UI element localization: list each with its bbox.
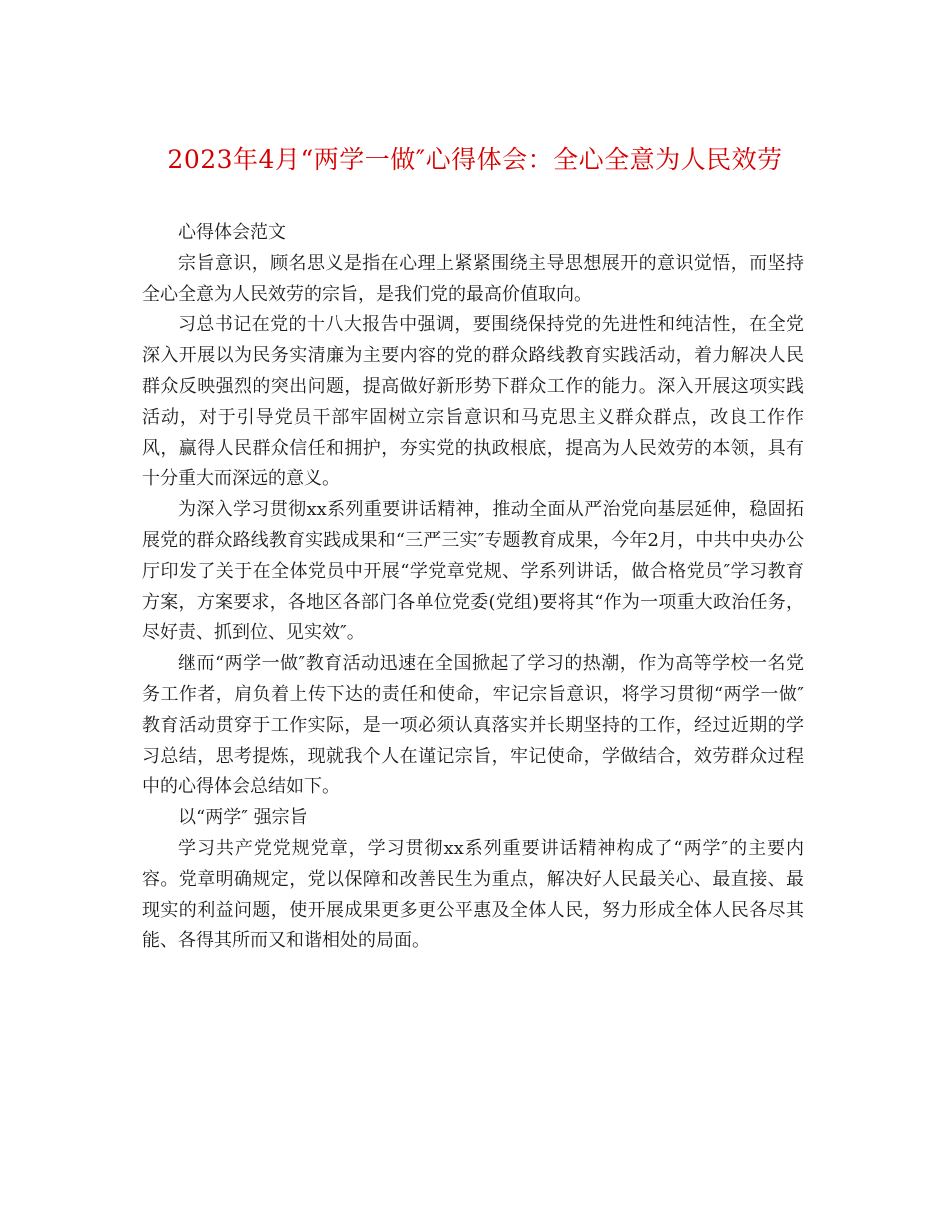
paragraph: 继而“两学一做″教育活动迅速在全国掀起了学习的热潮，作为高等学校一名党务工作者，肩负着上传下达的责任和使命，牢记宗旨意识，将学习贯彻“两学一做″教育活动贯穿于工作实际，是一项必须认真落实并长期坚持的工作，经过近期的学习总结，思考提炼，现就我个人在谨记宗旨，牢记使命，学做结合，效劳群众过程中的心得体会总结如下。 [142,653,804,798]
paragraph: 为深入学习贯彻xx系列重要讲话精神，推动全面从严治党向基层延伸，稳固拓展党的群众路线教育实践成果和“三严三实″专题教育成果，今年2月，中共中央办公厅印发了关于在全体党员中开展“学党章党规、学系列讲话，做合格党员″学习教育方案，方案要求，各地区各部门各单位党委(党组)要将其“作为一项重大政治任务，尽好责、抓到位、见实效″。 [142,499,804,644]
document-body [142,218,804,957]
section-heading: 以“两学″ 强宗旨 [178,807,308,829]
paragraph: 习总书记在党的十八大报告中强调，要围绕保持党的先进性和纯洁性，在全党深入开展以为民务实清廉为主要内容的党的群众路线教育实践活动，着力解决人民群众反映强烈的突出问题，提高做好新形势下群众工作的能力。深入开展这项实践活动，对于引导党员干部牢固树立宗旨意识和马克思主义群众群点，改良工作作风，赢得人民群众信任和拥护，夯实党的执政根底，提高为人民效劳的本领，具有十分重大而深远的意义。 [142,314,804,490]
document-title: 2023年4月“两学一做″心得体会：全心全意为人民效劳 [167,145,783,174]
paragraph: 学习共产党党规党章，学习贯彻xx系列重要讲话精神构成了“两学″的主要内容。党章明确规定，党以保障和改善民生为重点，解决好人民最关心、最直接、最现实的利益问题，使开展成果更多更公平惠及全体人民，努力形成全体人民各尽其能、各得其所而又和谐相处的局面。 [142,837,804,952]
paragraph-label: 心得体会范文 [178,222,286,243]
paragraph: 宗旨意识，顾名思义是指在心理上紧紧围绕主导思想展开的意识觉悟，而坚持全心全意为人民效劳的宗旨，是我们党的最高价值取向。 [142,252,804,305]
